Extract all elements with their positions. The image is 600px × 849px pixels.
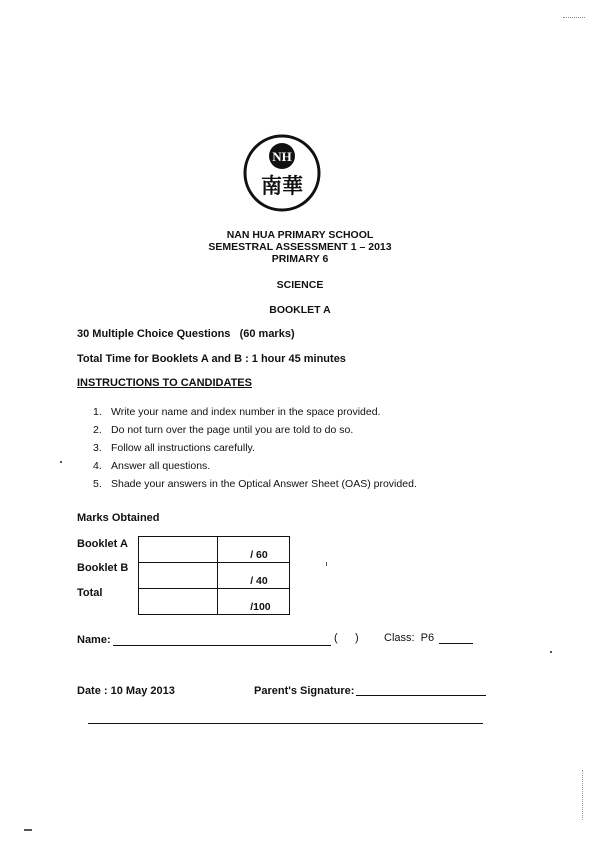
parent-signature-label: Parent's Signature: xyxy=(254,685,355,697)
score-cell-total[interactable] xyxy=(139,589,218,615)
index-paren-open: ( xyxy=(334,632,338,644)
table-row xyxy=(139,589,290,615)
bottom-divider xyxy=(88,723,483,724)
scan-mark xyxy=(326,562,327,566)
item-text: Answer all questions. xyxy=(111,460,211,472)
item-number: 2. xyxy=(93,424,102,436)
scan-mark xyxy=(24,829,32,831)
instructions-heading: INSTRUCTIONS TO CANDIDATES xyxy=(77,377,252,389)
table-row xyxy=(139,537,290,563)
item-number: 4. xyxy=(93,460,102,472)
scan-mark xyxy=(60,461,62,463)
time-summary: Total Time for Booklets A and B : 1 hour 45 minutes xyxy=(77,353,346,365)
date-text: Date : 10 May 2013 xyxy=(77,685,175,697)
row-label-total: Total xyxy=(77,587,103,599)
school-logo xyxy=(242,133,322,213)
list-item xyxy=(93,439,513,457)
table-row xyxy=(139,563,290,589)
row-label-booklet-b: Booklet B xyxy=(77,562,129,574)
score-cell-booklet-b[interactable] xyxy=(139,563,218,589)
logo-chinese-text: 南華 xyxy=(261,174,303,198)
questions-summary: 30 Multiple Choice Questions (60 marks) xyxy=(77,328,295,340)
item-number: 3. xyxy=(93,442,102,454)
scan-mark xyxy=(563,17,585,18)
max-marks-booklet-b: / 40 xyxy=(218,563,290,589)
booklet-title: BOOKLET A xyxy=(269,304,331,316)
subject-title: SCIENCE xyxy=(276,279,324,291)
marks-table xyxy=(138,536,290,615)
school-name: NAN HUA PRIMARY SCHOOL xyxy=(226,229,374,241)
item-text: Shade your answers in the Optical Answer Sheet (OAS) provided. xyxy=(111,478,417,490)
instructions-list xyxy=(93,403,513,493)
item-text: Write your name and index number in the space provided. xyxy=(111,406,381,418)
name-field[interactable] xyxy=(113,645,331,646)
item-number: 5. xyxy=(93,478,102,490)
parent-signature-field[interactable] xyxy=(356,695,486,696)
level-title: PRIMARY 6 xyxy=(271,253,329,265)
list-item xyxy=(93,457,513,475)
max-marks-total: /100 xyxy=(218,589,290,615)
assessment-title: SEMESTRAL ASSESSMENT 1 – 2013 xyxy=(208,241,392,253)
scan-mark xyxy=(550,651,552,653)
logo-letters: NH xyxy=(272,149,292,164)
scan-mark xyxy=(582,770,583,820)
score-cell-booklet-a[interactable] xyxy=(139,537,218,563)
index-paren-close: ) xyxy=(355,632,359,644)
class-label: Class: P6 xyxy=(384,632,435,644)
list-item xyxy=(93,403,513,421)
class-field[interactable] xyxy=(439,643,473,644)
marks-heading: Marks Obtained xyxy=(77,512,160,524)
item-number: 1. xyxy=(93,406,102,418)
list-item xyxy=(93,421,513,439)
item-text: Do not turn over the page until you are told to do so. xyxy=(111,424,354,436)
list-item xyxy=(93,475,513,493)
row-label-booklet-a: Booklet A xyxy=(77,538,128,550)
item-text: Follow all instructions carefully. xyxy=(111,442,255,454)
name-label: Name: xyxy=(77,634,111,646)
max-marks-booklet-a: / 60 xyxy=(218,537,290,563)
